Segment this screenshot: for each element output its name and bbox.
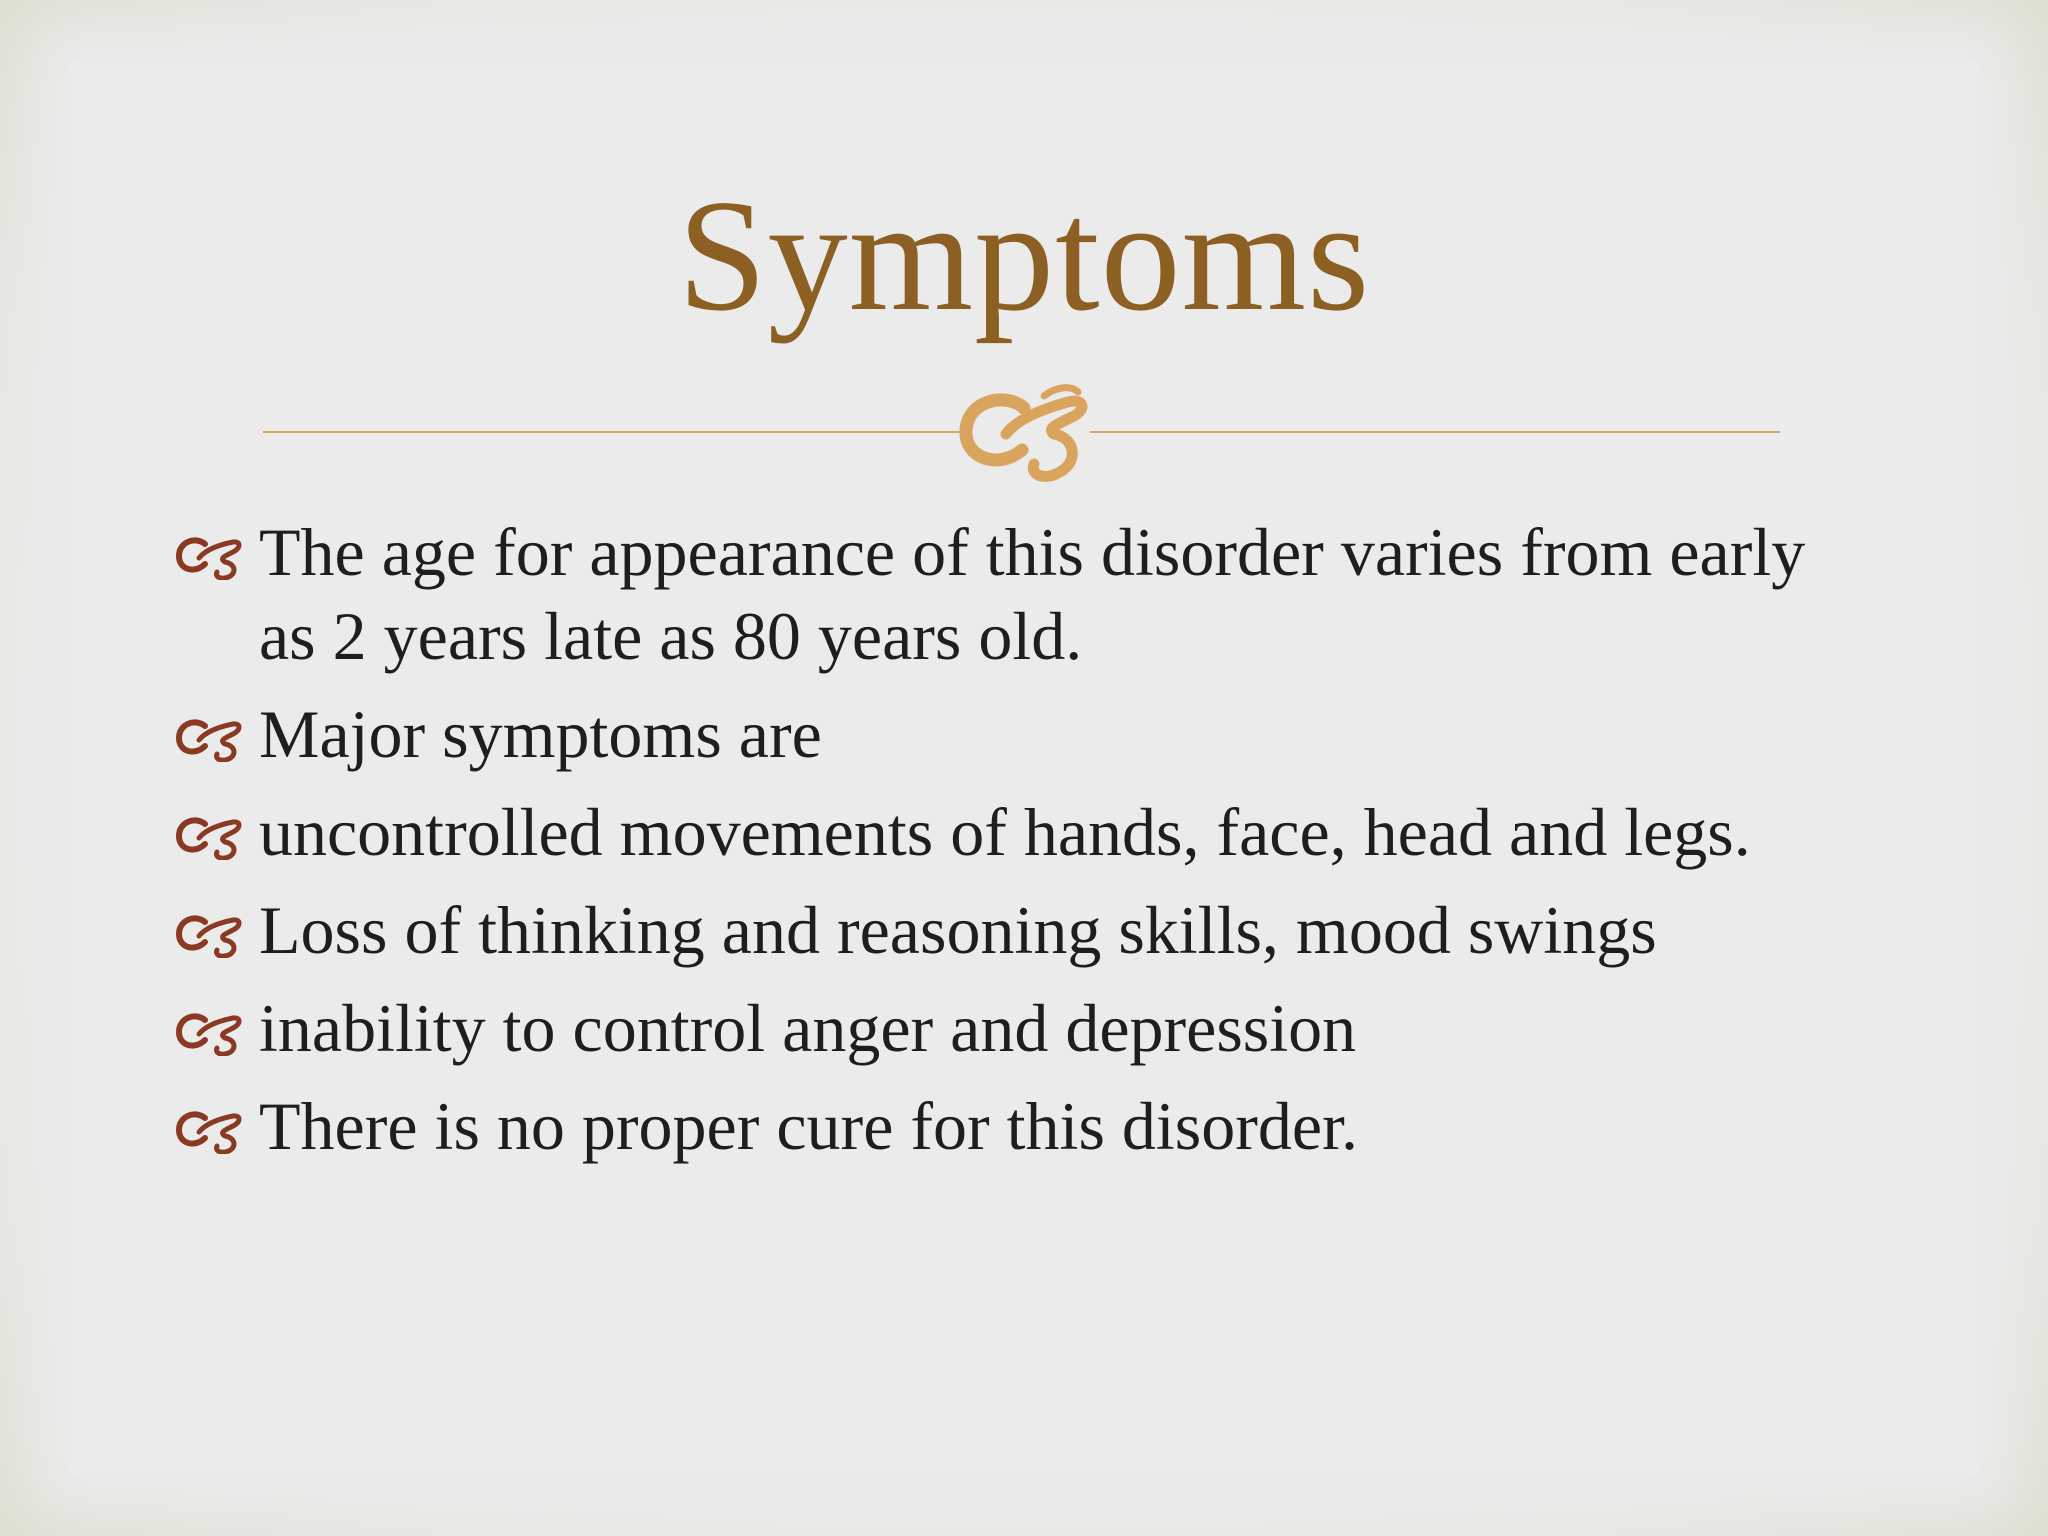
bullet-text: The age for appearance of this disorder varies from early as 2 years late as 80 years old. bbox=[259, 514, 1806, 674]
list-item bbox=[175, 510, 1875, 678]
bullet-text: inability to control anger and depression bbox=[259, 990, 1357, 1066]
swash-bullet-icon bbox=[175, 1106, 245, 1154]
title-divider-right bbox=[1090, 431, 1780, 433]
swash-bullet-icon bbox=[175, 812, 245, 860]
bullet-text: There is no proper cure for this disorder. bbox=[259, 1088, 1358, 1164]
bullet-text: uncontrolled movements of hands, face, head and legs. bbox=[259, 794, 1751, 870]
list-item bbox=[175, 692, 1875, 776]
swash-bullet-icon bbox=[175, 1008, 245, 1056]
swash-ornament-icon bbox=[946, 378, 1106, 488]
list-item bbox=[175, 1084, 1875, 1168]
slide-title: Symptoms bbox=[677, 166, 1371, 344]
title-divider-left bbox=[263, 431, 963, 433]
swash-bullet-icon bbox=[175, 910, 245, 958]
list-item bbox=[175, 986, 1875, 1070]
bullet-text: Major symptoms are bbox=[259, 696, 822, 772]
swash-bullet-icon bbox=[175, 532, 245, 580]
list-item bbox=[175, 790, 1875, 874]
bullet-list bbox=[175, 510, 1875, 1182]
swash-bullet-icon bbox=[175, 714, 245, 762]
list-item bbox=[175, 888, 1875, 972]
bullet-text: Loss of thinking and reasoning skills, mood swings bbox=[259, 892, 1657, 968]
